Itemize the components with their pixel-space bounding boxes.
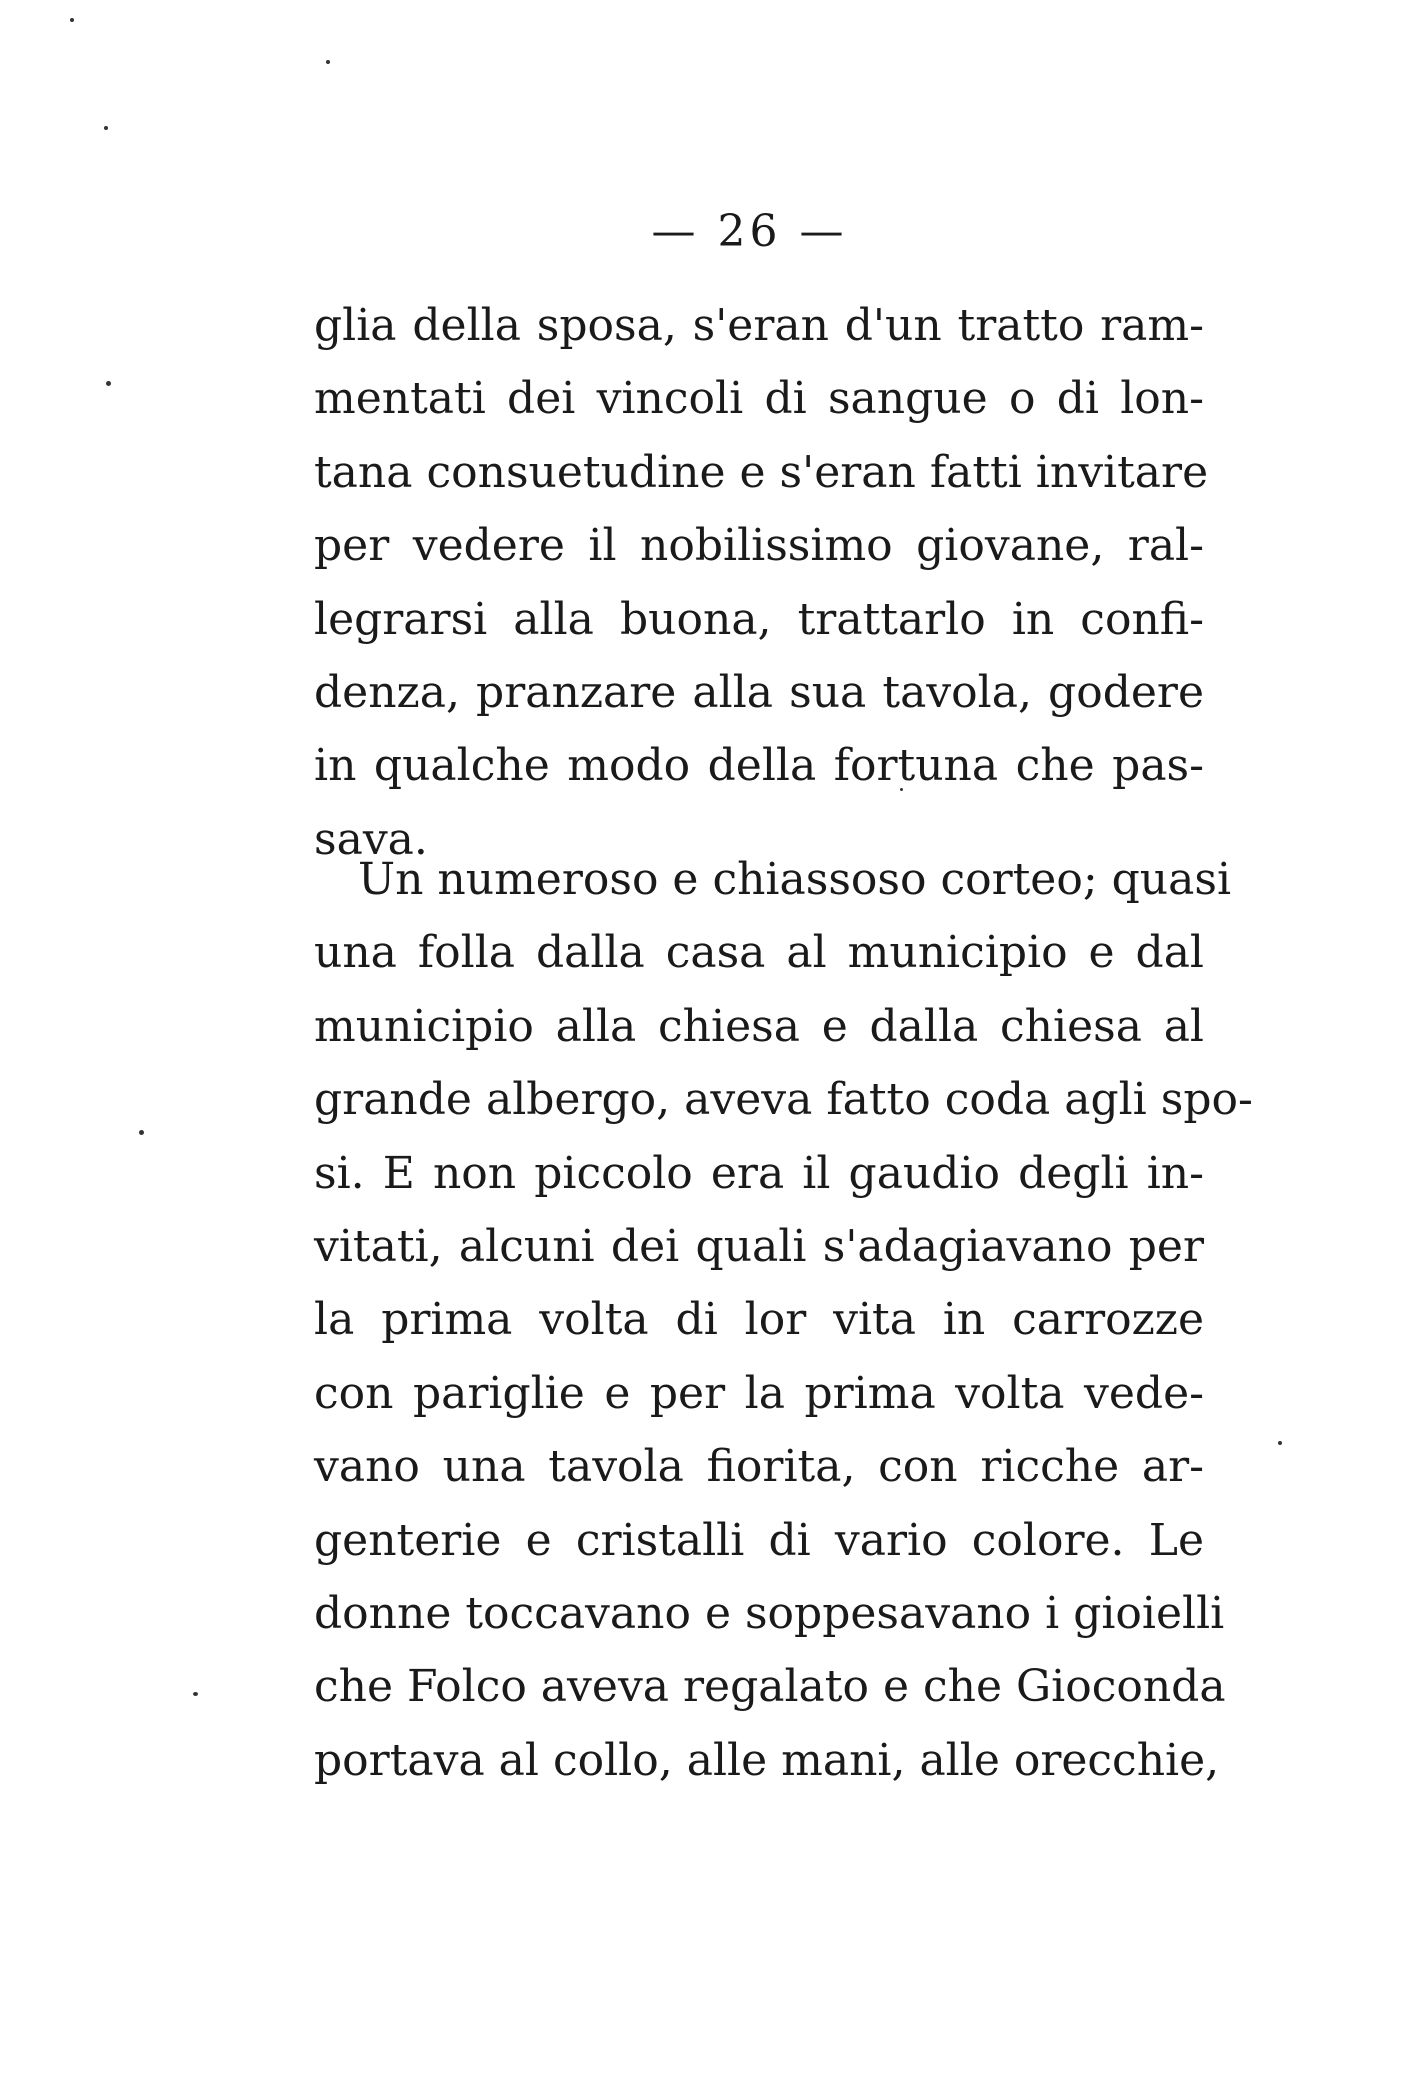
scan-speck <box>104 126 108 130</box>
scan-speck <box>106 381 111 386</box>
scan-speck <box>139 1130 144 1135</box>
text-line: tana consuetudine e s'eran fatti invitare <box>314 446 1209 498</box>
text-line: che Folco aveva regalato e che Gioconda <box>314 1661 1226 1713</box>
text-line: glia della sposa, s'eran d'un tratto ram- <box>314 300 1204 351</box>
text-line: per vedere il nobilissimo giovane, ral- <box>314 520 1204 572</box>
paragraph-1 <box>314 289 1209 876</box>
text-line: vano una tavola fiorita, con ricche ar- <box>314 1441 1204 1493</box>
page-number: — 26 — <box>651 206 848 257</box>
text-line: una folla dalla casa al municipio e dal <box>314 927 1204 979</box>
text-line: portava al collo, alle mani, alle orecchie, <box>314 1734 1220 1786</box>
scan-speck <box>326 60 330 64</box>
text-line: vitati, alcuni dei quali s'adagiavano per <box>314 1220 1204 1272</box>
text-line: denza, pranzare alla sua tavola, godere <box>314 666 1204 718</box>
text-line: in qualche modo della fortuna che pas- <box>314 740 1204 792</box>
text-line: donne toccavano e soppesavano i gioielli <box>314 1587 1225 1639</box>
text-line: la prima volta di lor vita in carrozze <box>314 1294 1204 1346</box>
text-line: municipio alla chiesa e dalla chiesa al <box>314 1000 1204 1052</box>
text-line: Un numeroso e chiassoso corteo; quasi <box>358 854 1232 905</box>
text-line: con pariglie e per la prima volta vede- <box>314 1367 1204 1419</box>
text-line: grande albergo, aveva fatto coda agli spo- <box>314 1074 1253 1126</box>
text-line: sava. <box>314 813 428 865</box>
paragraph-2 <box>314 843 1253 1797</box>
text-line: genterie e cristalli di vario colore. Le <box>314 1514 1204 1566</box>
scan-speck <box>193 1692 198 1696</box>
text-line: mentati dei vincoli di sangue o di lon- <box>314 373 1204 425</box>
text-line: legrarsi alla buona, trattarlo in confi- <box>314 593 1204 645</box>
scan-speck <box>70 18 74 22</box>
scan-speck <box>1278 1441 1282 1445</box>
text-line: si. E non piccolo era il gaudio degli in- <box>314 1147 1204 1199</box>
